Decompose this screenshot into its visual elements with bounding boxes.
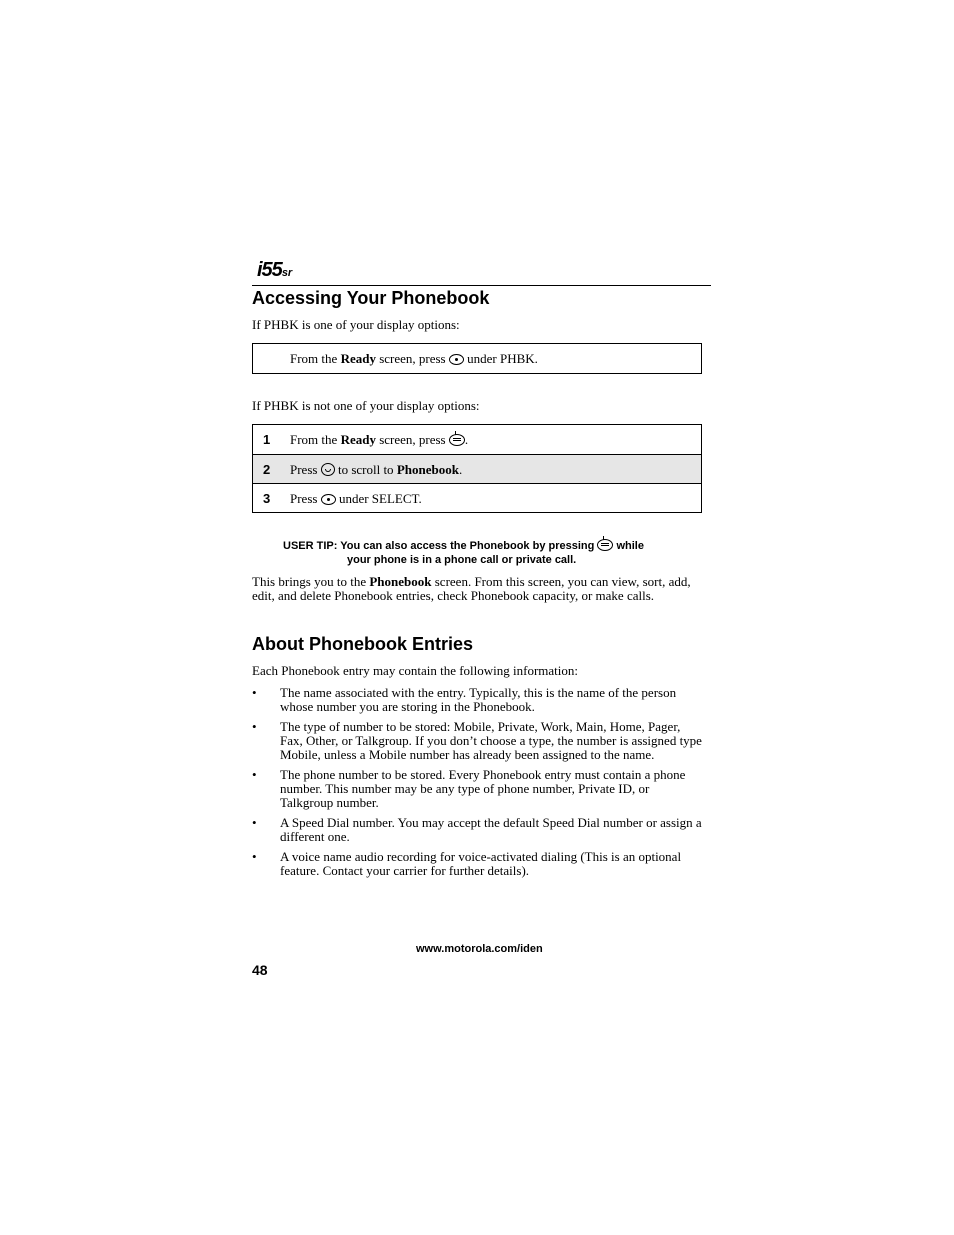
bullet: • <box>252 815 257 830</box>
logo-suffix: sr <box>281 267 293 279</box>
menu-key-icon <box>597 539 613 551</box>
list-item: • The name associated with the entry. Typically, this is the name of the person whose number you are storing in the Phonebook. <box>252 685 677 714</box>
bullet: • <box>252 685 257 700</box>
section-title-entries: About Phonebook Entries <box>252 634 474 654</box>
softkey-icon <box>449 354 464 365</box>
instruction-text: From the Ready screen, press under PHBK. <box>290 351 538 366</box>
list-item: • A voice name audio recording for voice-activated dialing (This is an optional feature. Contact your carrier for further details). <box>252 849 682 878</box>
instruction-box-phbk <box>252 343 702 374</box>
intro-if-phbk: If PHBK is one of your display options: <box>252 317 460 332</box>
section-title-accessing: Accessing Your Phonebook <box>252 288 490 308</box>
bullet: • <box>252 719 257 734</box>
step-text: Press under SELECT. <box>290 491 422 506</box>
bullet: • <box>252 767 257 782</box>
footer-url: www.motorola.com/iden <box>416 943 543 955</box>
step-number: 3 <box>263 491 271 506</box>
step-text: Press to scroll to Phonebook. <box>290 462 463 477</box>
step-row <box>253 425 701 454</box>
step-row <box>253 454 701 483</box>
intro-if-not-phbk: If PHBK is not one of your display options: <box>252 398 480 413</box>
list-item: • The phone number to be stored. Every Phonebook entry must contain a phone number. This number may be any type of phone number, Private ID, or Talkgroup number. <box>252 767 686 810</box>
logo-main: i55 <box>257 259 282 281</box>
phonebook-description: This brings you to the Phonebook screen. From this screen, you can view, sort, add, edit, and delete Phonebook entries, check Phonebook capacity, or make calls. <box>252 574 691 603</box>
entry-info-list <box>252 686 704 884</box>
menu-key-icon <box>449 434 465 446</box>
page-number: 48 <box>252 962 268 978</box>
instruction-row <box>253 344 701 373</box>
user-tip: USER TIP: You can also access the Phonebook by pressing while your phone is in a phone call or private call. <box>283 539 703 567</box>
step-row <box>253 483 701 512</box>
softkey-icon <box>321 494 336 505</box>
step-text: From the Ready screen, press . <box>290 432 469 447</box>
list-item: • The type of number to be stored: Mobile, Private, Work, Main, Home, Pager, Fax, Other, or Talkgroup. If you don’t choose a type, the number is assigned type Mobile, unless a Mobile number has already been assigned to the name. <box>252 719 702 762</box>
header-rule <box>252 285 711 286</box>
entries-intro: Each Phonebook entry may contain the following information: <box>252 663 579 678</box>
step-number: 1 <box>263 432 271 447</box>
product-logo <box>257 260 292 280</box>
step-number: 2 <box>263 462 271 477</box>
bullet: • <box>252 849 257 864</box>
navigation-key-icon <box>321 463 335 476</box>
user-tip-line2: your phone is in a phone call or private call. <box>347 554 577 566</box>
list-item: • A Speed Dial number. You may accept the default Speed Dial number or assign a different one. <box>252 815 702 844</box>
steps-table <box>252 424 702 513</box>
